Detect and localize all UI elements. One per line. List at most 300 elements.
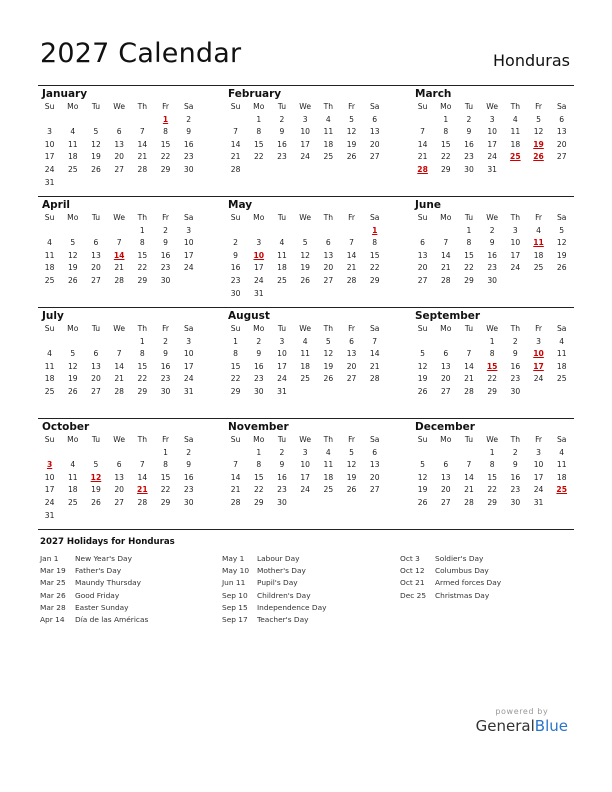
day-cell: 13 xyxy=(114,139,124,149)
day-cell: 13 xyxy=(369,460,380,470)
day-cell: 3 xyxy=(512,225,518,235)
day-cell: 20 xyxy=(369,139,380,149)
day-cell: 9 xyxy=(279,460,285,470)
empty-day-cell xyxy=(108,177,131,190)
day-cell: 6 xyxy=(559,114,565,124)
weekday-label: Tu xyxy=(277,213,287,222)
month-july xyxy=(38,309,200,399)
day-cell: 21 xyxy=(114,374,124,384)
day-cell: 31 xyxy=(44,177,55,187)
weekday-label: Fr xyxy=(348,213,355,222)
empty-day-cell xyxy=(108,510,131,523)
day-cell: 10 xyxy=(183,238,194,248)
holiday-day-cell: 21 xyxy=(137,485,148,495)
day-cell: 14 xyxy=(464,472,474,482)
month-january xyxy=(38,87,200,189)
day-cell: 29 xyxy=(137,275,148,285)
day-cell: 22 xyxy=(464,263,474,273)
day-cell: 1 xyxy=(443,114,449,124)
weekday-label: Su xyxy=(44,324,55,333)
weekday-label: Th xyxy=(137,324,148,333)
day-cell: 14 xyxy=(137,472,148,482)
day-cell: 12 xyxy=(346,460,357,470)
day-cell: 10 xyxy=(300,460,310,470)
day-cell: 3 xyxy=(256,238,262,248)
month-row xyxy=(38,85,574,196)
day-cell: 21 xyxy=(417,152,428,162)
day-cell: 11 xyxy=(300,349,310,359)
day-cell: 17 xyxy=(300,139,310,149)
month-day-grid xyxy=(38,323,200,399)
day-cell: 18 xyxy=(556,361,567,371)
day-cell: 27 xyxy=(369,152,380,162)
month-day-grid xyxy=(411,101,573,177)
day-cell: 10 xyxy=(183,349,194,359)
empty-day-cell xyxy=(177,177,200,190)
day-cell: 22 xyxy=(137,374,148,384)
day-cell: 12 xyxy=(556,238,567,248)
day-cell: 1 xyxy=(256,114,262,124)
day-cell: 13 xyxy=(369,127,380,137)
day-cell: 11 xyxy=(556,349,567,359)
holiday-day-cell: 1 xyxy=(162,114,169,124)
holiday-name: Maundy Thursday xyxy=(75,578,142,588)
empty-day-cell xyxy=(340,288,363,301)
day-cell: 2 xyxy=(466,114,472,124)
day-cell: 28 xyxy=(230,164,241,174)
day-cell: 2 xyxy=(279,114,285,124)
weekday-label: Su xyxy=(417,213,428,222)
empty-day-cell xyxy=(108,447,131,460)
month-row xyxy=(38,307,574,418)
day-cell: 15 xyxy=(137,250,148,260)
day-cell: 6 xyxy=(116,460,122,470)
holiday-item xyxy=(40,553,148,565)
day-cell: 17 xyxy=(510,250,521,260)
day-cell: 24 xyxy=(44,164,55,174)
empty-day-cell xyxy=(457,336,480,349)
day-cell: 8 xyxy=(466,238,472,248)
day-cell: 3 xyxy=(536,447,541,457)
empty-day-cell xyxy=(411,447,434,460)
holiday-name: Teacher's Day xyxy=(257,614,309,624)
empty-day-cell xyxy=(527,386,550,399)
empty-day-cell xyxy=(84,177,107,190)
day-cell: 17 xyxy=(487,139,497,149)
weekday-label: Tu xyxy=(91,435,101,444)
brand-logo[interactable] xyxy=(476,707,568,735)
day-cell: 1 xyxy=(139,336,145,346)
day-cell: 2 xyxy=(163,336,168,346)
holiday-date: May 10 xyxy=(222,566,250,576)
holiday-day-cell: 10 xyxy=(533,349,544,359)
day-cell: 20 xyxy=(440,485,451,495)
month-day-grid xyxy=(38,101,200,189)
day-cell: 5 xyxy=(93,460,99,470)
day-cell: 9 xyxy=(163,238,168,248)
month-day-grid xyxy=(411,212,573,288)
day-cell: 19 xyxy=(417,374,428,384)
empty-day-cell xyxy=(294,386,317,399)
day-cell: 1 xyxy=(256,447,262,457)
weekday-label: We xyxy=(486,324,499,333)
day-cell: 25 xyxy=(44,386,55,396)
day-cell: 13 xyxy=(417,250,428,260)
day-cell: 4 xyxy=(279,238,285,248)
day-cell: 11 xyxy=(323,127,334,137)
day-cell: 27 xyxy=(556,152,567,162)
day-cell: 30 xyxy=(277,497,287,507)
day-cell: 19 xyxy=(346,139,357,149)
day-cell: 6 xyxy=(372,114,378,124)
day-cell: 8 xyxy=(256,460,262,470)
day-cell: 14 xyxy=(369,349,380,359)
empty-day-cell xyxy=(527,275,550,288)
day-cell: 30 xyxy=(510,497,521,507)
weekday-label: We xyxy=(486,102,499,111)
day-cell: 7 xyxy=(139,127,145,137)
day-cell: 9 xyxy=(512,460,518,470)
day-cell: 15 xyxy=(230,361,241,371)
day-cell: 11 xyxy=(44,250,55,260)
month-september xyxy=(411,309,573,399)
month-june xyxy=(411,198,573,288)
weekday-label: Sa xyxy=(369,324,380,333)
day-cell: 12 xyxy=(417,472,428,482)
weekday-label: Th xyxy=(323,102,334,111)
weekday-label: We xyxy=(113,102,126,111)
day-cell: 6 xyxy=(420,238,426,248)
weekday-label: Su xyxy=(44,213,55,222)
holiday-column xyxy=(400,553,501,602)
holiday-date: Jun 11 xyxy=(222,578,246,588)
holiday-item xyxy=(222,602,327,614)
month-name: October xyxy=(42,421,90,433)
month-name: June xyxy=(415,199,441,211)
weekday-label: Fr xyxy=(535,213,542,222)
weekday-label: Sa xyxy=(369,102,380,111)
day-cell: 20 xyxy=(440,374,451,384)
day-cell: 5 xyxy=(70,349,76,359)
weekday-label: Tu xyxy=(277,102,287,111)
day-cell: 29 xyxy=(487,497,497,507)
day-cell: 12 xyxy=(300,250,310,260)
day-cell: 3 xyxy=(47,127,53,137)
weekday-label: Mo xyxy=(253,324,265,333)
month-name: January xyxy=(42,88,88,100)
day-cell: 21 xyxy=(440,263,451,273)
day-cell: 21 xyxy=(464,374,474,384)
empty-day-cell xyxy=(434,225,457,238)
day-cell: 12 xyxy=(417,361,428,371)
month-day-grid xyxy=(224,434,386,510)
day-cell: 7 xyxy=(139,460,145,470)
day-cell: 20 xyxy=(114,485,124,495)
day-cell: 16 xyxy=(510,472,521,482)
day-cell: 7 xyxy=(466,460,472,470)
empty-day-cell xyxy=(363,386,386,399)
day-cell: 22 xyxy=(369,263,380,273)
holiday-day-cell: 10 xyxy=(253,250,265,260)
page-title: 2027 Calendar xyxy=(40,38,242,69)
day-cell: 30 xyxy=(487,275,497,285)
weekday-label: Fr xyxy=(535,435,542,444)
day-cell: 5 xyxy=(420,460,426,470)
empty-day-cell xyxy=(61,225,84,238)
day-cell: 4 xyxy=(512,114,518,124)
day-cell: 14 xyxy=(440,250,451,260)
holiday-name: Father's Day xyxy=(75,566,122,576)
weekday-label: Fr xyxy=(348,324,355,333)
weekday-label: Fr xyxy=(162,102,169,111)
day-cell: 21 xyxy=(369,361,380,371)
day-cell: 16 xyxy=(183,139,194,149)
day-cell: 1 xyxy=(163,447,168,457)
holiday-item xyxy=(40,602,148,614)
weekday-label: We xyxy=(299,213,312,222)
empty-day-cell xyxy=(434,336,457,349)
empty-day-cell xyxy=(270,225,293,238)
empty-day-cell xyxy=(550,386,573,399)
day-cell: 8 xyxy=(443,127,449,137)
day-cell: 31 xyxy=(487,164,497,174)
day-cell: 29 xyxy=(137,386,148,396)
holiday-item xyxy=(40,565,148,577)
weekday-label: Mo xyxy=(253,102,265,111)
day-cell: 3 xyxy=(186,336,192,346)
weekday-label: We xyxy=(486,213,499,222)
day-cell: 11 xyxy=(510,127,521,137)
day-cell: 22 xyxy=(487,374,497,384)
empty-day-cell xyxy=(294,164,317,177)
day-cell: 2 xyxy=(256,336,262,346)
weekday-label: Tu xyxy=(91,102,101,111)
weekday-label: Fr xyxy=(348,435,355,444)
month-name: April xyxy=(42,199,71,211)
empty-day-cell xyxy=(550,164,573,177)
day-cell: 25 xyxy=(323,152,334,162)
day-cell: 11 xyxy=(277,250,287,260)
empty-day-cell xyxy=(38,447,61,460)
day-cell: 22 xyxy=(253,485,264,495)
month-november xyxy=(224,420,386,510)
day-cell: 15 xyxy=(440,139,451,149)
empty-day-cell xyxy=(317,288,340,301)
day-cell: 11 xyxy=(67,472,78,482)
day-cell: 4 xyxy=(325,447,331,457)
day-cell: 24 xyxy=(253,275,264,285)
empty-day-cell xyxy=(550,275,573,288)
day-cell: 24 xyxy=(533,485,544,495)
day-cell: 8 xyxy=(163,127,168,137)
weekday-label: Tu xyxy=(91,213,101,222)
day-cell: 8 xyxy=(233,349,239,359)
day-cell: 2 xyxy=(512,447,518,457)
day-cell: 7 xyxy=(116,238,122,248)
empty-day-cell xyxy=(154,177,177,190)
day-cell: 12 xyxy=(91,139,101,149)
day-cell: 15 xyxy=(160,472,171,482)
day-cell: 29 xyxy=(369,275,380,285)
day-cell: 8 xyxy=(489,349,495,359)
day-cell: 7 xyxy=(233,460,239,470)
holiday-date: Sep 15 xyxy=(222,602,248,612)
empty-day-cell xyxy=(131,447,154,460)
day-cell: 21 xyxy=(230,152,241,162)
month-row xyxy=(38,196,574,307)
empty-day-cell xyxy=(84,336,107,349)
holiday-day-cell: 19 xyxy=(533,139,544,149)
day-cell: 27 xyxy=(440,497,451,507)
day-cell: 3 xyxy=(186,225,192,235)
holiday-name: Columbus Day xyxy=(435,566,489,576)
month-day-grid xyxy=(38,212,200,288)
day-cell: 31 xyxy=(277,386,287,396)
holiday-date: Mar 28 xyxy=(40,602,66,612)
day-cell: 30 xyxy=(253,386,264,396)
day-cell: 4 xyxy=(302,336,308,346)
day-cell: 10 xyxy=(510,238,521,248)
day-cell: 29 xyxy=(160,164,171,174)
day-cell: 13 xyxy=(91,361,101,371)
day-cell: 14 xyxy=(417,139,428,149)
day-cell: 18 xyxy=(556,472,567,482)
empty-day-cell xyxy=(61,447,84,460)
day-cell: 6 xyxy=(349,336,354,346)
empty-day-cell xyxy=(363,497,386,510)
empty-day-cell xyxy=(340,497,363,510)
day-cell: 24 xyxy=(183,263,194,273)
day-cell: 26 xyxy=(300,275,310,285)
day-cell: 19 xyxy=(346,472,357,482)
day-cell: 29 xyxy=(487,386,497,396)
empty-day-cell xyxy=(294,225,317,238)
weekday-label: Su xyxy=(230,213,241,222)
weekday-label: Fr xyxy=(348,102,355,111)
weekday-label: Fr xyxy=(162,324,169,333)
day-cell: 20 xyxy=(114,152,124,162)
day-cell: 28 xyxy=(137,497,148,507)
day-cell: 4 xyxy=(536,225,541,235)
holiday-date: Dec 25 xyxy=(400,590,427,600)
holiday-name: Labour Day xyxy=(257,554,300,563)
day-cell: 12 xyxy=(323,349,334,359)
day-cell: 16 xyxy=(487,250,497,260)
day-cell: 19 xyxy=(300,263,310,273)
day-cell: 18 xyxy=(510,139,521,149)
day-cell: 16 xyxy=(253,361,264,371)
weekday-label: Mo xyxy=(67,102,79,111)
day-cell: 23 xyxy=(160,374,171,384)
day-cell: 28 xyxy=(464,497,474,507)
month-march xyxy=(411,87,573,177)
day-cell: 4 xyxy=(559,336,565,346)
weekday-label: Mo xyxy=(440,102,452,111)
day-cell: 9 xyxy=(256,349,262,359)
weekday-label: Su xyxy=(230,324,241,333)
empty-day-cell xyxy=(38,225,61,238)
weekday-label: Su xyxy=(44,435,55,444)
day-cell: 24 xyxy=(44,497,55,507)
month-name: February xyxy=(228,88,282,100)
day-cell: 1 xyxy=(139,225,145,235)
weekday-label: Sa xyxy=(556,435,567,444)
holiday-date: Sep 10 xyxy=(222,590,248,600)
day-cell: 8 xyxy=(139,349,145,359)
month-day-grid xyxy=(38,434,200,522)
weekday-label: Fr xyxy=(535,324,542,333)
day-cell: 4 xyxy=(325,114,331,124)
holiday-item xyxy=(400,565,501,577)
empty-day-cell xyxy=(108,114,131,127)
weekday-label: Mo xyxy=(67,435,79,444)
day-cell: 24 xyxy=(487,152,497,162)
day-cell: 9 xyxy=(186,460,192,470)
empty-day-cell xyxy=(434,447,457,460)
empty-day-cell xyxy=(411,114,434,127)
day-cell: 18 xyxy=(323,139,334,149)
day-cell: 19 xyxy=(323,361,334,371)
day-cell: 26 xyxy=(91,497,101,507)
day-cell: 17 xyxy=(183,250,194,260)
powered-by-text: powered by xyxy=(495,707,549,716)
day-cell: 27 xyxy=(91,275,101,285)
month-name: December xyxy=(415,421,475,433)
day-cell: 7 xyxy=(349,238,354,248)
day-cell: 28 xyxy=(114,386,124,396)
day-cell: 28 xyxy=(230,497,241,507)
empty-day-cell xyxy=(131,114,154,127)
day-cell: 24 xyxy=(277,374,287,384)
empty-day-cell xyxy=(131,177,154,190)
day-cell: 20 xyxy=(417,263,428,273)
day-cell: 15 xyxy=(253,472,264,482)
empty-day-cell xyxy=(411,225,434,238)
weekday-label: Th xyxy=(510,213,521,222)
empty-day-cell xyxy=(131,510,154,523)
month-december xyxy=(411,420,573,510)
month-day-grid xyxy=(411,434,573,510)
holiday-date: Oct 12 xyxy=(400,566,425,576)
day-cell: 5 xyxy=(349,447,354,457)
day-cell: 26 xyxy=(346,152,357,162)
day-cell: 28 xyxy=(464,386,474,396)
holiday-section-title: 2027 Holidays for Honduras xyxy=(40,537,175,547)
day-cell: 7 xyxy=(466,349,472,359)
day-cell: 6 xyxy=(116,127,122,137)
day-cell: 11 xyxy=(323,460,334,470)
empty-day-cell xyxy=(224,114,247,127)
brand-name-part1: General xyxy=(475,717,535,735)
brand-name xyxy=(476,717,568,735)
month-name: August xyxy=(228,310,270,322)
holiday-item xyxy=(400,577,501,589)
day-cell: 13 xyxy=(323,250,334,260)
month-may xyxy=(224,198,386,300)
empty-day-cell xyxy=(363,164,386,177)
empty-day-cell xyxy=(247,225,270,238)
weekday-label: Sa xyxy=(369,213,380,222)
day-cell: 5 xyxy=(302,238,308,248)
day-cell: 24 xyxy=(533,374,544,384)
day-cell: 31 xyxy=(44,510,55,520)
day-cell: 5 xyxy=(325,336,331,346)
day-cell: 27 xyxy=(346,374,357,384)
weekday-label: We xyxy=(486,435,499,444)
day-cell: 4 xyxy=(70,127,76,137)
day-cell: 15 xyxy=(487,472,497,482)
day-cell: 23 xyxy=(183,485,194,495)
